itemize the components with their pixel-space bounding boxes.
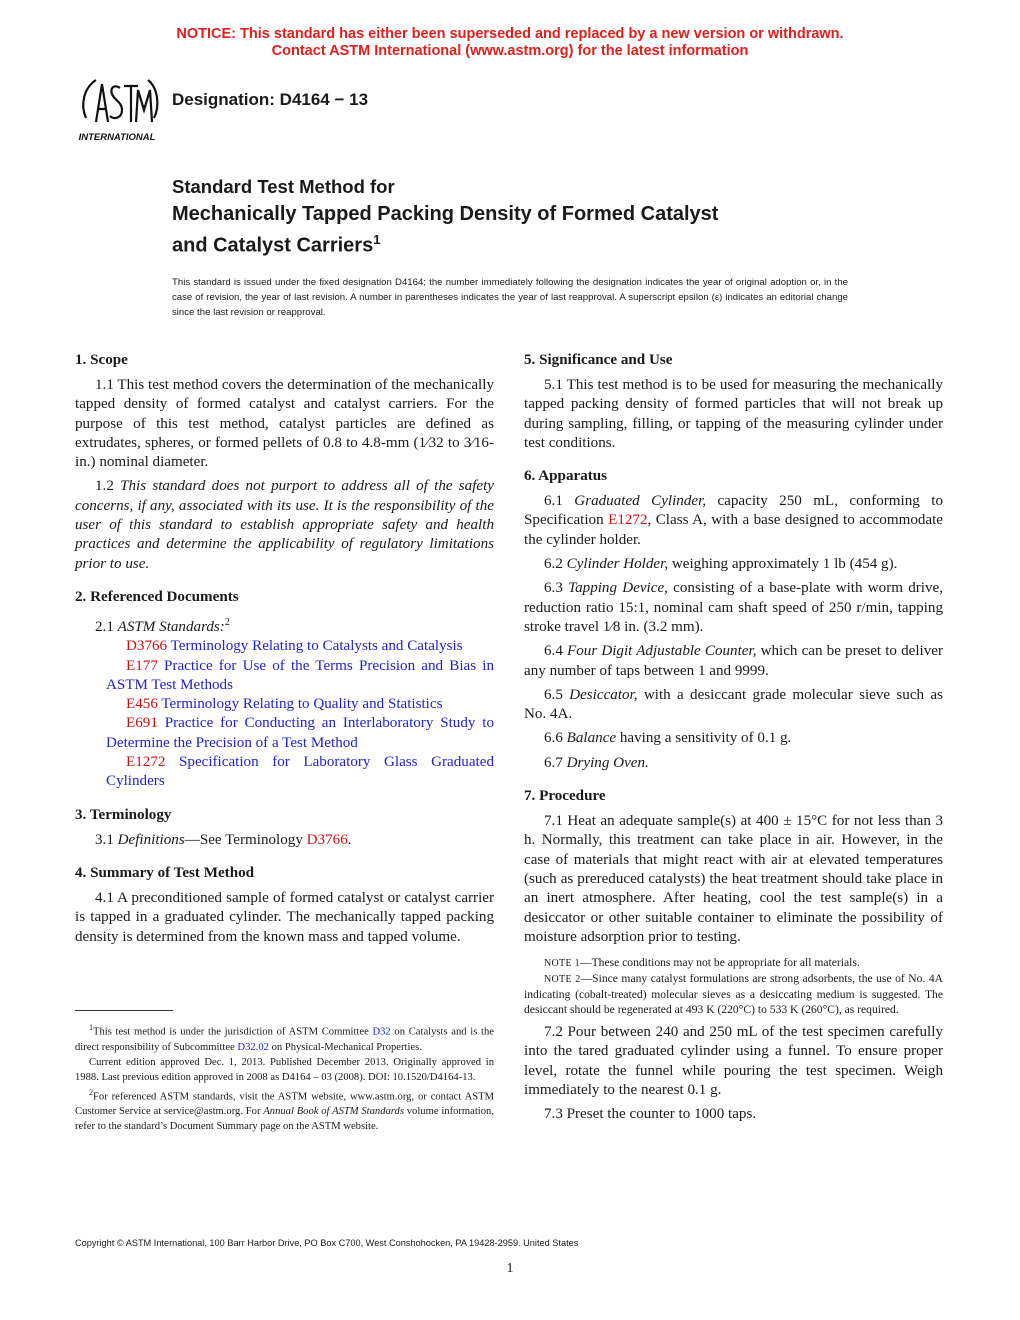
- paragraph-3-1: [75, 831, 494, 850]
- reference-item[interactable]: [75, 637, 494, 656]
- reference-item[interactable]: [75, 753, 494, 792]
- footnote-text: This test method is under the jurisdiction of ASTM Committee: [93, 1026, 373, 1038]
- section-summary: [75, 863, 494, 947]
- paragraph-number: 6.5: [544, 686, 570, 703]
- title-line-3: and Catalyst Carriers: [172, 234, 374, 257]
- reference-link[interactable]: D3766: [306, 831, 348, 848]
- footnote-text: For referenced ASTM standards, visit the ASTM website, www.astm.org, or contact ASTM Customer Service at service@astm.org. For: [75, 1091, 494, 1118]
- paragraph-1-1: 1.1 This test method covers the determination of the mechanically tapped density of formed catalyst and catalyst carriers. For the purpose of this test method, catalyst particles are defined as extrudates, spheres, or formed pellets of 0.8 to 4.8-mm (1⁄32 to 3⁄16-in.) nominal diameter.: [75, 377, 494, 471]
- reference-code[interactable]: D3766: [126, 638, 168, 655]
- section-heading: 4. Summary of Test Method: [75, 864, 255, 881]
- section-terminology: [75, 805, 494, 850]
- paragraph-5-1: 5.1 This test method is to be used for measuring the mechanically tapped packing density of formed particles that will not break up during sampling, filling, or tapping of the measuring cylinder under test conditions.: [524, 377, 943, 451]
- section-referenced-documents: [75, 587, 494, 792]
- footnote-mark: 2: [89, 1087, 93, 1097]
- apparatus-item: [524, 579, 943, 637]
- footnotes: [75, 1020, 494, 1134]
- section-heading: 7. Procedure: [524, 788, 606, 805]
- paragraph-number: 6.3: [544, 580, 569, 597]
- footnote-text: on Catalysts and is the direct responsibility of Subcommittee: [75, 1026, 494, 1053]
- reference-item[interactable]: [75, 714, 494, 753]
- note-label: NOTE 1: [544, 958, 580, 970]
- paragraph-2-1: [75, 613, 494, 637]
- reference-item[interactable]: [75, 657, 494, 696]
- footnote-mark: 2: [224, 616, 230, 628]
- paragraph-text: .: [347, 831, 352, 848]
- apparatus-name: Balance: [566, 730, 617, 747]
- logo-wordmark: INTERNATIONAL: [78, 132, 156, 143]
- paragraph-text: capacity 250 mL, conforming to Specification: [524, 493, 943, 529]
- section-procedure: [524, 786, 943, 1125]
- safety-statement: This standard does not purport to address all of the safety concerns, if any, associated with its use. It is the responsibility of the user of this standard to establish appropriate safety and health practices and determine the applicability of regulatory limitations prior to use.: [75, 478, 495, 572]
- subcommittee-link[interactable]: D32.02: [237, 1041, 269, 1053]
- reference-title[interactable]: Specification for Laboratory Glass Graduated Cylinders: [106, 754, 494, 790]
- footnote-1-edition: Current edition approved Dec. 1, 2013. Published December 2013. Originally approved in 1988. Last previous edition approved in 2008 as D4164 – 03 (2008). DOI: 10.1520/D4164-13.: [75, 1056, 494, 1083]
- paragraph-number: 2.1: [95, 619, 118, 635]
- copyright: Copyright © ASTM International, 100 Barr Harbor Drive, PO Box C700, West Conshohocken, PA 19428-2959. United States: [75, 1238, 579, 1248]
- paragraph-number: 3.1: [95, 831, 118, 848]
- paragraph-text: consisting of a base-plate with worm drive, reduction ratio 15:1, nominal cam shaft speed of 250 r/min, tapping stroke travel 1⁄8 in. (3.2 mm).: [524, 580, 943, 635]
- notice-line-2: Contact ASTM International (www.astm.org) for the latest information: [271, 43, 749, 59]
- section-heading: 6. Apparatus: [524, 468, 608, 485]
- paragraph-text: having a sensitivity of 0.1 g.: [616, 730, 792, 747]
- paragraph-number: 6.6: [544, 730, 567, 747]
- title-line-1: Standard Test Method for: [172, 176, 395, 197]
- paragraph-1-2: [75, 477, 494, 573]
- paragraph-7-3: 7.3 Preset the counter to 1000 taps.: [544, 1106, 757, 1123]
- designation: Designation: D4164 − 13: [172, 90, 369, 109]
- reference-code[interactable]: E691: [126, 715, 158, 732]
- paragraph-text: —See Terminology: [184, 831, 307, 848]
- apparatus-name: Drying Oven.: [566, 754, 649, 771]
- apparatus-item: [524, 686, 943, 725]
- reference-code[interactable]: E456: [126, 696, 158, 713]
- reference-code[interactable]: E177: [126, 657, 158, 674]
- footnote-divider: [75, 1010, 173, 1011]
- footnote-1: [75, 1020, 494, 1055]
- reference-title[interactable]: Terminology Relating to Quality and Statistics: [157, 696, 443, 713]
- astm-logo: [74, 74, 160, 144]
- left-column: [75, 350, 494, 960]
- paragraph-text: weighing approximately 1 lb (454 g).: [668, 556, 898, 573]
- apparatus-name: Graduated Cylinder,: [574, 493, 707, 510]
- notice-line-1: NOTICE: This standard has either been superseded and replaced by a new version or withdrawn.: [176, 26, 844, 42]
- footnote-mark: 1: [89, 1023, 93, 1032]
- section-apparatus: [524, 466, 943, 773]
- apparatus-item: [524, 555, 943, 574]
- section-heading: 2. Referenced Documents: [75, 588, 239, 605]
- note-text: —Since many catalyst formulations are strong adsorbents, the use of No. 4A indicating (cobalt-treated) molecular sieves as a desiccating medium is suggested. The desiccant should be regenerated at 493 K (220°C) to 533 K (260°C), as required.: [524, 972, 943, 1017]
- paragraph-number: 6.7: [544, 754, 567, 771]
- footnote-text: on Physical-Mechanical Properties.: [268, 1041, 422, 1053]
- paragraph-text: with a desiccant grade molecular sieve such as No. 4A.: [524, 686, 943, 723]
- issuance-note: This standard is issued under the fixed designation D4164; the number immediately following the designation indicates the year of original adoption or, in the case of revision, the year of last revision. A number in parentheses indicates the year of last reapproval. A superscript epsilon (ε) indicates an editorial change since the last revision or reapproval.: [172, 277, 848, 319]
- note-label: NOTE 2: [544, 974, 581, 986]
- section-heading: 5. Significance and Use: [524, 352, 673, 368]
- note-text: —These conditions may not be appropriate for all materials.: [579, 956, 860, 970]
- paragraph-7-2: 7.2 Pour between 240 and 250 mL of the test specimen carefully into the tared graduated cylinder using a funnel. To ensure proper level, rotate the funnel while pouring the test specimen. Weigh immediately to the nearest 0.1 g.: [524, 1024, 943, 1099]
- section-heading: 3. Terminology: [75, 806, 172, 823]
- title-footnote-mark: 1: [373, 232, 381, 247]
- supersession-notice: [0, 26, 1020, 60]
- paragraph-number: 6.4: [544, 643, 567, 660]
- paragraph-text: , Class A, with a base designed to accommodate the cylinder holder.: [524, 512, 944, 548]
- apparatus-item: [524, 754, 943, 773]
- committee-link[interactable]: D32: [372, 1026, 391, 1038]
- apparatus-name: Cylinder Holder,: [566, 556, 669, 573]
- reference-item[interactable]: [75, 695, 494, 714]
- right-column: [524, 350, 943, 1138]
- paragraph-7-1: 7.1 Heat an adequate sample(s) at 400 ± 15°C for not less than 3 h. Normally, this treatment can take place in air. However, in the case of materials that might react with air at elevated temperatures (such as prereduced catalysts) the heat treatment should take place in an inert atmosphere. After heating, cool the test sample(s) in a desiccator or other suitable container to eliminate the possibility of moisture adsorption prior to testing.: [524, 813, 943, 945]
- apparatus-item: [524, 729, 943, 748]
- section-scope: [75, 350, 494, 574]
- note-2: [524, 971, 943, 1017]
- astm-standards-label: ASTM Standards:: [117, 619, 225, 635]
- apparatus-item: [524, 492, 943, 550]
- apparatus-name: Desiccator,: [569, 686, 638, 703]
- reference-link[interactable]: E1272: [608, 512, 648, 529]
- paragraph-number: 1.2: [95, 478, 121, 495]
- apparatus-name: Four Digit Adjustable Counter,: [567, 643, 757, 660]
- apparatus-item: [524, 642, 943, 681]
- reference-title[interactable]: Practice for Conducting an Interlaboratory Study to Determine the Precision of a Test Method: [106, 715, 494, 751]
- definitions-label: Definitions: [117, 831, 185, 848]
- page-number: 1: [506, 1261, 514, 1276]
- reference-title[interactable]: Terminology Relating to Catalysts and Catalysis: [167, 638, 463, 655]
- footnote-2: [75, 1085, 494, 1135]
- paragraph-text: which can be preset to deliver any number of taps between 1 and 9999.: [524, 643, 944, 679]
- section-significance: [524, 350, 943, 453]
- reference-code[interactable]: E1272: [126, 754, 166, 771]
- note-1: [524, 955, 943, 971]
- paragraph-number: 6.2: [544, 556, 567, 573]
- paragraph-4-1: 4.1 A preconditioned sample of formed catalyst or catalyst carrier is tapped in a graduated cylinder. The mechanically tapped packing density is determined from the known mass and tapped volume.: [75, 889, 494, 945]
- section-heading: 1. Scope: [75, 352, 128, 368]
- reference-title[interactable]: Practice for Use of the Terms Precision and Bias in ASTM Test Methods: [106, 657, 494, 693]
- paragraph-number: 6.1: [544, 493, 575, 510]
- footnote-italic: Annual Book of ASTM Standards: [263, 1106, 404, 1118]
- title-line-2: Mechanically Tapped Packing Density of Formed Catalyst: [172, 202, 719, 225]
- footnote-text: volume information, refer to the standard’s Document Summary page on the ASTM website.: [75, 1106, 494, 1133]
- apparatus-name: Tapping Device,: [568, 580, 668, 597]
- document-title: [172, 174, 872, 259]
